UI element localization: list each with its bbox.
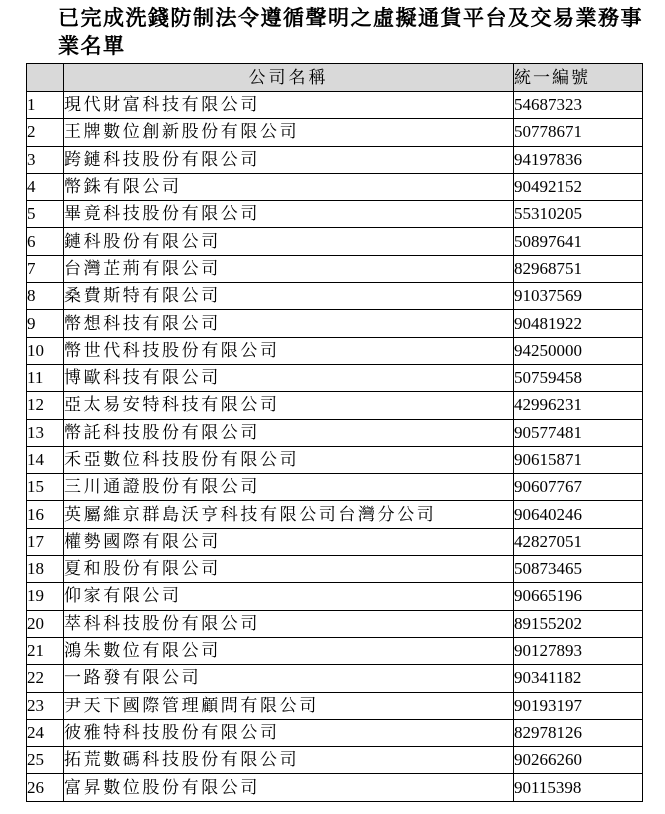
row-unified-id: 42827051 [514, 528, 643, 555]
table-row [27, 528, 643, 555]
row-unified-id: 89155202 [514, 610, 643, 637]
table-row [27, 255, 643, 282]
row-unified-id: 94197836 [514, 146, 643, 173]
row-index: 8 [27, 283, 64, 310]
row-unified-id: 42996231 [514, 392, 643, 419]
row-company-name: 彼雅特科技股份有限公司 [64, 719, 514, 746]
header-index [27, 64, 64, 92]
row-company-name: 鴻朱數位有限公司 [64, 637, 514, 664]
row-company-name: 夏和股份有限公司 [64, 556, 514, 583]
row-company-name: 博歐科技有限公司 [64, 364, 514, 391]
row-unified-id: 90193197 [514, 692, 643, 719]
table-row [27, 583, 643, 610]
row-index: 4 [27, 173, 64, 200]
header-company-name: 公司名稱 [64, 64, 514, 92]
row-index: 24 [27, 719, 64, 746]
table-row [27, 637, 643, 664]
document-title: 已完成洗錢防制法令遵循聲明之虛擬通貨平台及交易業務事業名單 [58, 5, 643, 58]
row-company-name: 跨鏈科技股份有限公司 [64, 146, 514, 173]
row-company-name: 尹天下國際管理顧問有限公司 [64, 692, 514, 719]
table-row [27, 719, 643, 746]
table-row [27, 201, 643, 228]
table-row [27, 310, 643, 337]
row-index: 6 [27, 228, 64, 255]
row-index: 16 [27, 501, 64, 528]
table-row [27, 665, 643, 692]
table-row [27, 610, 643, 637]
row-index: 2 [27, 119, 64, 146]
row-unified-id: 90115398 [514, 774, 643, 801]
row-unified-id: 90607767 [514, 474, 643, 501]
row-company-name: 鏈科股份有限公司 [64, 228, 514, 255]
row-unified-id: 94250000 [514, 337, 643, 364]
row-company-name: 現代財富科技有限公司 [64, 92, 514, 119]
row-index: 19 [27, 583, 64, 610]
row-company-name: 台灣芷荊有限公司 [64, 255, 514, 282]
table-row [27, 173, 643, 200]
row-index: 21 [27, 637, 64, 664]
row-company-name: 英屬維京群島沃亨科技有限公司台灣分公司 [64, 501, 514, 528]
row-unified-id: 90127893 [514, 637, 643, 664]
table-row [27, 747, 643, 774]
row-unified-id: 90492152 [514, 173, 643, 200]
row-company-name: 幣銖有限公司 [64, 173, 514, 200]
table-row [27, 364, 643, 391]
row-company-name: 萃科科技股份有限公司 [64, 610, 514, 637]
row-unified-id: 55310205 [514, 201, 643, 228]
row-company-name: 幣託科技股份有限公司 [64, 419, 514, 446]
row-company-name: 拓荒數碼科技股份有限公司 [64, 747, 514, 774]
header-unified-id: 統一編號 [514, 64, 643, 92]
row-unified-id: 90266260 [514, 747, 643, 774]
row-unified-id: 90481922 [514, 310, 643, 337]
row-unified-id: 90640246 [514, 501, 643, 528]
row-company-name: 王牌數位創新股份有限公司 [64, 119, 514, 146]
row-index: 10 [27, 337, 64, 364]
row-index: 3 [27, 146, 64, 173]
row-index: 14 [27, 446, 64, 473]
row-unified-id: 50759458 [514, 364, 643, 391]
row-index: 17 [27, 528, 64, 555]
table-row [27, 556, 643, 583]
table-row [27, 92, 643, 119]
row-index: 26 [27, 774, 64, 801]
table-row [27, 119, 643, 146]
row-company-name: 仰家有限公司 [64, 583, 514, 610]
table-row [27, 283, 643, 310]
row-unified-id: 50873465 [514, 556, 643, 583]
table-row [27, 392, 643, 419]
row-index: 5 [27, 201, 64, 228]
row-index: 25 [27, 747, 64, 774]
row-company-name: 畢竟科技股份有限公司 [64, 201, 514, 228]
row-index: 11 [27, 364, 64, 391]
row-company-name: 禾亞數位科技股份有限公司 [64, 446, 514, 473]
row-company-name: 桑費斯特有限公司 [64, 283, 514, 310]
row-company-name: 幣世代科技股份有限公司 [64, 337, 514, 364]
table-body [27, 92, 643, 802]
row-company-name: 權勢國際有限公司 [64, 528, 514, 555]
row-company-name: 亞太易安特科技有限公司 [64, 392, 514, 419]
table-header-row [27, 64, 643, 92]
row-unified-id: 90615871 [514, 446, 643, 473]
row-index: 22 [27, 665, 64, 692]
row-index: 12 [27, 392, 64, 419]
row-company-name: 一路發有限公司 [64, 665, 514, 692]
row-index: 13 [27, 419, 64, 446]
row-unified-id: 82978126 [514, 719, 643, 746]
row-company-name: 三川通證股份有限公司 [64, 474, 514, 501]
row-index: 15 [27, 474, 64, 501]
row-unified-id: 50897641 [514, 228, 643, 255]
table-row [27, 228, 643, 255]
company-table [26, 63, 643, 802]
table-row [27, 474, 643, 501]
row-index: 18 [27, 556, 64, 583]
table-row [27, 692, 643, 719]
table-row [27, 146, 643, 173]
table-row [27, 337, 643, 364]
row-unified-id: 90341182 [514, 665, 643, 692]
table-row [27, 774, 643, 801]
row-unified-id: 50778671 [514, 119, 643, 146]
row-unified-id: 91037569 [514, 283, 643, 310]
row-index: 1 [27, 92, 64, 119]
row-index: 7 [27, 255, 64, 282]
table-row [27, 501, 643, 528]
row-company-name: 幣想科技有限公司 [64, 310, 514, 337]
row-index: 23 [27, 692, 64, 719]
row-unified-id: 54687323 [514, 92, 643, 119]
row-unified-id: 90665196 [514, 583, 643, 610]
row-unified-id: 82968751 [514, 255, 643, 282]
row-index: 9 [27, 310, 64, 337]
table-row [27, 419, 643, 446]
table-row [27, 446, 643, 473]
row-index: 20 [27, 610, 64, 637]
row-company-name: 富昇數位股份有限公司 [64, 774, 514, 801]
row-unified-id: 90577481 [514, 419, 643, 446]
